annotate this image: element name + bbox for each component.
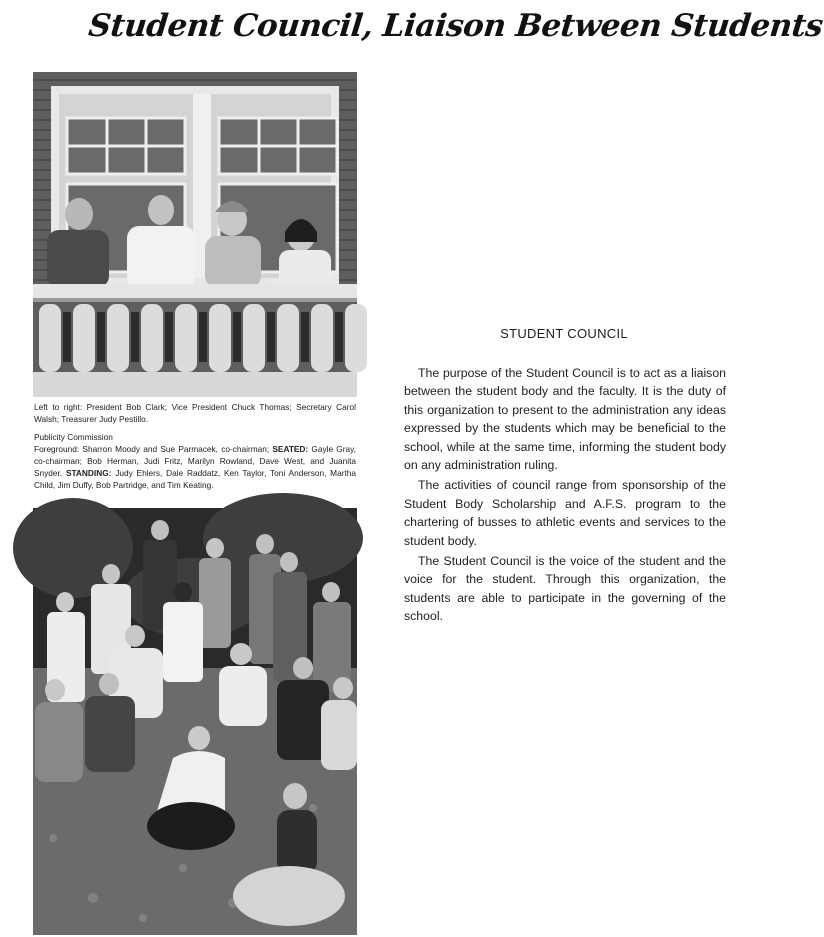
standing-label: STANDING:	[65, 468, 112, 478]
officers-caption: Left to right: President Bob Clark; Vice President Chuck Thomas; Secretary Carol Walsh; Treasurer Judy Pestillo.	[34, 402, 356, 424]
seated-label: SEATED:	[272, 444, 309, 454]
page-title: Student Council, Liaison Between Students	[86, 8, 824, 44]
commission-caption	[34, 431, 356, 491]
article-paragraph: The activities of council range from sponsorship of the Student Body Scholarship and A.F.S. program to the chartering of busses to athletic events and services to the student body.	[404, 478, 726, 548]
foreground-label: Foreground:	[34, 444, 80, 454]
officers-photo	[33, 72, 357, 397]
article-heading: STUDENT COUNCIL	[500, 326, 628, 341]
seated-names: Gayle Gray, co-chairman; Bob Herman, Judi Fritz, Marilyn Rowland, Dave West, and Juanita Snyder.	[34, 444, 356, 478]
commission-heading: Publicity Commission	[34, 432, 113, 442]
commission-photo	[33, 508, 357, 935]
article-paragraph: The purpose of the Student Council is to act as a liaison between the student body and the faculty. It is the duty of this organization to present to the administration any ideas expressed by the students which may be beneficial to the school, while at the same time, informing the student body on any administration ruling.	[404, 366, 726, 473]
article-paragraph: The Student Council is the voice of the student and the voice for the student. Through this organization, the students are able to participate in the governing of the school.	[404, 554, 726, 624]
article-body	[404, 364, 726, 628]
standing-names: Judy Ehlers, Dale Raddatz, Ken Taylor, Toni Anderson, Martha Child, Jim Duffy, Bob Partridge, and Tim Keating.	[34, 468, 356, 490]
foreground-names: Sharron Moody and Sue Parmacek, co-chairman;	[82, 444, 270, 454]
